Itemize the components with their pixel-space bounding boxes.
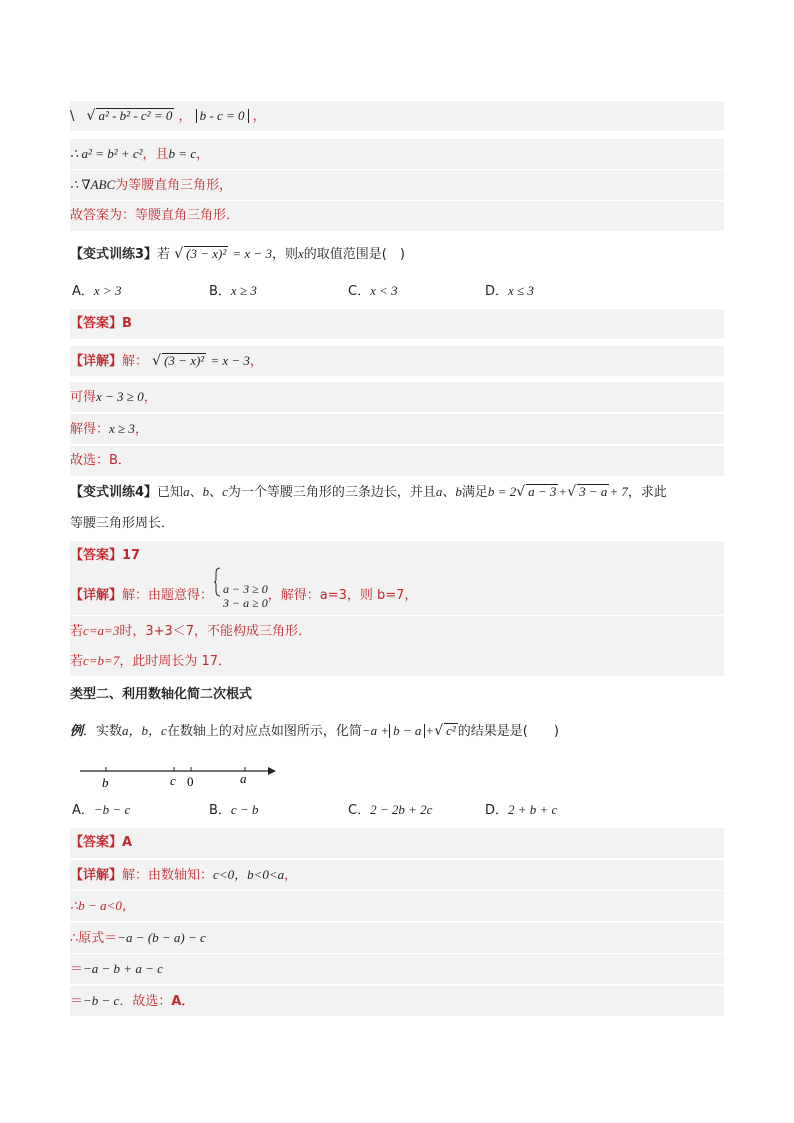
option-d[interactable]: D．2 + b + c [485, 802, 558, 818]
solution-line-2 [70, 139, 724, 169]
text: 若 [70, 654, 84, 669]
text: 满足 [461, 485, 488, 500]
sqrt-expression: 3 − a [579, 484, 608, 499]
answer-tag: 【答案】 [70, 548, 123, 563]
text: 、 [189, 485, 203, 500]
text: 已知 [157, 485, 184, 500]
equation: a − 3 ≥ 0 [223, 581, 268, 596]
option-c[interactable]: C．x < 3 [348, 283, 398, 299]
variable: a [183, 484, 190, 499]
detail-tag: 【详解】 [70, 868, 123, 883]
math-expression: ∴b − a<0， [70, 898, 135, 913]
math-expression: −b − c [83, 993, 120, 1008]
q4-case-1 [70, 616, 724, 646]
punct: ， [284, 868, 298, 883]
text: ∴原式＝ [70, 931, 118, 946]
math-expression: x ≥ 3 [109, 421, 135, 436]
example-options [70, 795, 724, 825]
sqrt-expression: a − 3 [528, 484, 557, 499]
sqrt-expression: c² [446, 723, 456, 738]
solution-line-1: \ √ a² - b² - c² = 0 ， b - c = 0 ， [70, 101, 724, 131]
math-expression: b = 2 [487, 484, 517, 499]
option-a[interactable]: A．x > 3 [72, 283, 122, 299]
text: 的取值范围是( ) [303, 247, 405, 262]
text: ．实数 [83, 724, 123, 739]
question-tag: 【变式训练4】 [70, 485, 158, 500]
solution-line-4 [70, 201, 724, 231]
variable: c [222, 484, 228, 499]
question-4: 【变式训练4】已知a、b、c为一个等腰三角形的三条边长，并且a、b满足b = 2√ a − 3 +√ 3 − a + 7，求此 [70, 484, 667, 500]
example-step-1 [70, 891, 724, 921]
section-title [70, 680, 724, 710]
punct: ， [143, 390, 157, 405]
detail-tag: 【详解】 [70, 588, 123, 603]
text: 若 [70, 624, 84, 639]
answer-value: A [122, 835, 133, 850]
math-expression: x − 3 ≥ 0 [96, 389, 144, 404]
example-step-2 [70, 923, 724, 953]
q3-step-3 [70, 446, 724, 476]
text: 解：由题意得： [122, 588, 214, 603]
text: 若 [157, 247, 171, 262]
math-expression: + 7 [609, 484, 628, 499]
text: 解得： [70, 422, 110, 437]
question-3: 【变式训练3】若 √ (3 − x)² = x − 3，则x的取值范围是( ) [70, 246, 405, 262]
brace [213, 567, 221, 616]
example-tag: 例 [70, 723, 84, 738]
punct: ， [196, 147, 210, 162]
sqrt-expression: (3 − x)² [164, 353, 205, 368]
example-step-4 [70, 986, 724, 1016]
text: 的结果是是( ) [457, 724, 559, 739]
option-b[interactable]: B．x ≥ 3 [209, 283, 257, 299]
math-expression: = x − 3 [232, 246, 272, 261]
question-3-options [70, 276, 724, 306]
question-tag: 【变式训练3】 [70, 247, 158, 262]
abs-expression: b − a [389, 724, 425, 738]
option-b[interactable]: B．c − b [209, 802, 259, 818]
text: 、 [442, 485, 456, 500]
label-c: c [170, 773, 176, 788]
question-4-line-2 [70, 509, 724, 539]
label-zero: 0 [187, 774, 194, 789]
punct: ， [134, 422, 148, 437]
math-expression: c=b=7 [83, 653, 120, 668]
text: 、 [209, 485, 223, 500]
text: 故答案为：等腰直角三角形． [70, 208, 240, 223]
answer-value: B [122, 316, 132, 331]
variables: a，b，c [122, 723, 167, 738]
example-question: 例．实数a，b，c在数轴上的对应点如图所示，化简−a + b − a +√ c² 的结果是是( ) [70, 723, 559, 739]
answer-tag: 【答案】 [70, 316, 123, 331]
label-a: a [240, 771, 247, 786]
math-expression: = x − 3 [210, 353, 250, 368]
equation-system [223, 582, 268, 610]
text: ，则 [271, 247, 298, 262]
q3-answer [70, 309, 724, 339]
variable: b [455, 484, 462, 499]
math-expression: + [425, 723, 435, 738]
answer-tag: 【答案】 [70, 835, 123, 850]
punct: ， [252, 109, 266, 124]
q4-answer [70, 541, 724, 571]
number-line [78, 757, 288, 793]
math-expression: b = c [168, 146, 197, 161]
text: 故选：B． [70, 453, 131, 468]
equation: 3 − a ≥ 0 [223, 595, 268, 610]
sqrt-expression: (3 − x)² [186, 246, 227, 261]
text: ，解得： [267, 588, 320, 603]
text: ，此时周长为 17． [119, 654, 232, 669]
math-expression: + [558, 484, 568, 499]
math-expression: c<0，b<0<a [213, 867, 285, 882]
option-a[interactable]: A．−b − c [72, 802, 131, 818]
detail-tag: 【详解】 [70, 354, 123, 369]
math-expression: ∴ ∇ABC [70, 177, 116, 192]
punct: ， [249, 354, 263, 369]
variable: b [202, 484, 210, 499]
example-detail [70, 860, 724, 890]
sqrt-expression: a² - b² - c² = 0 [98, 108, 173, 123]
option-d[interactable]: D．x ≤ 3 [485, 283, 534, 299]
q3-detail: 【详解】解： √ (3 − x)² = x − 3， [70, 346, 724, 376]
label-b: b [102, 775, 109, 790]
text: 在数轴上的对应点如图所示，化简 [166, 724, 362, 739]
q4-case-2 [70, 646, 724, 676]
answer-value: A． [171, 994, 195, 1009]
text: ．故选： [119, 994, 172, 1009]
axis-arrow [268, 767, 276, 775]
example-answer [70, 828, 724, 858]
text: ，且 [142, 147, 169, 162]
text: 等腰三角形周长． [70, 516, 175, 531]
text: 时，3+3＜7，不能构成三角形． [119, 624, 312, 639]
text: 解： [122, 354, 149, 369]
solution-line-3 [70, 170, 724, 200]
math-expression: ∴ a² = b² + c² [70, 146, 143, 161]
math-expression: −a − (b − a) − c [117, 930, 206, 945]
abs-expression: b - c = 0 [196, 109, 249, 123]
q3-step-1 [70, 382, 724, 412]
section-heading: 类型二、利用数轴化简二次根式 [70, 687, 253, 702]
q3-step-2 [70, 414, 724, 444]
math-expression: −a + [361, 723, 390, 738]
text: 为等腰直角三角形， [115, 178, 233, 193]
option-c[interactable]: C．2 − 2b + 2c [348, 802, 433, 818]
text: a=3，则 b=7， [319, 588, 418, 603]
math-expression: −a − b + a − c [83, 961, 163, 976]
backslash-text: \ [70, 109, 75, 124]
math-expression: c=a=3 [83, 623, 120, 638]
text: ，求此 [627, 485, 667, 500]
variable: a [435, 484, 443, 499]
text: 可得 [70, 390, 97, 405]
text: ＝ [70, 962, 84, 977]
answer-value: 17 [122, 548, 141, 563]
q4-detail [70, 571, 724, 615]
text: 为一个等腰三角形的三条边长，并且 [227, 485, 436, 500]
example-step-3 [70, 954, 724, 984]
variable: x [297, 246, 304, 261]
text: ＝ [70, 994, 84, 1009]
text: 解：由数轴知： [122, 868, 214, 883]
